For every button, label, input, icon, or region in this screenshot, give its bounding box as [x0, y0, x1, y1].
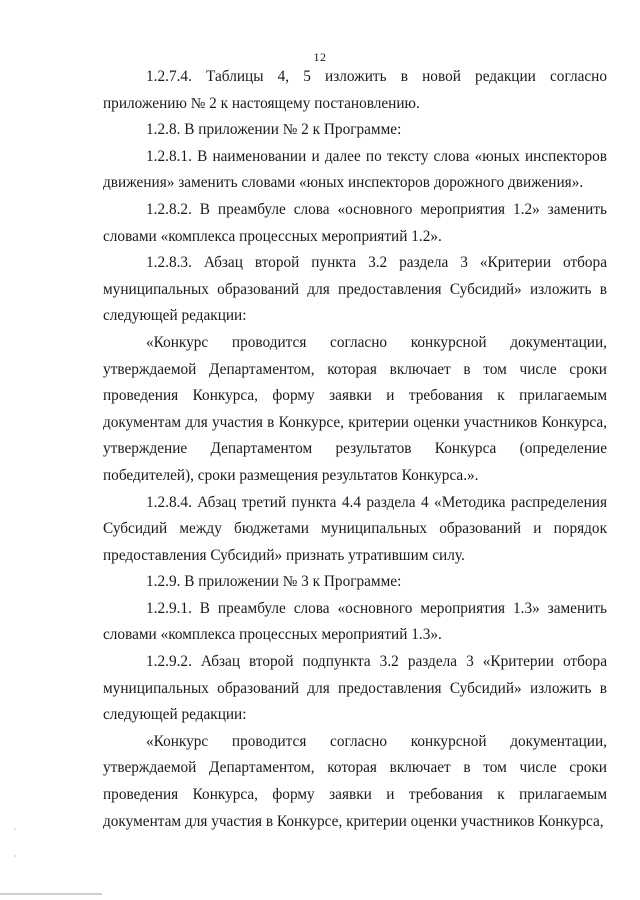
- scan-speck: [14, 855, 16, 857]
- paragraph-1-2-8-4: 1.2.8.4. Абзац третий пункта 4.4 раздела 4 «Методика распределения Субсидий между бюджетами муниципальных образований и порядок предоставления Субсидий» признать утратившим силу.: [103, 493, 607, 564]
- paragraph-1-2-8: 1.2.8. В приложении № 2 к Программе:: [146, 121, 402, 139]
- scan-speck: [14, 828, 16, 830]
- paragraph-1-2-8-1: 1.2.8.1. В наименовании и далее по тексту слова «юных инспекторов движения» заменить словами «юных инспекторов дорожного движения».: [103, 147, 607, 192]
- page-number: 12: [313, 50, 327, 64]
- paragraph-1-2-8-3: 1.2.8.3. Абзац второй пункта 3.2 раздела 3 «Критерии отбора муниципальных образований для предоставления Субсидий» изложить в следующей редакции:: [103, 254, 607, 325]
- paragraph-1-2-8-2: 1.2.8.2. В преамбуле слова «основного мероприятия 1.2» заменить словами «комплекса процессных мероприятий 1.2».: [103, 200, 607, 245]
- quoted-paragraph-contest-1: «Конкурс проводится согласно конкурсной документации, утверждаемой Департаментом, которая включает в том числе сроки проведения Конкурса, форму заявки и требования к прилагаемым документам для участия в Конкурсе, критерии оценки участников Конкурса, утверждение Департаментом результатов Конкурса (определение победителей), сроки размещения результатов Конкурса.».: [103, 333, 607, 484]
- scan-edge-line: [0, 893, 102, 895]
- paragraph-1-2-7-4: 1.2.7.4. Таблицы 4, 5 изложить в новой редакции согласно приложению № 2 к настоящему постановлению.: [103, 68, 607, 112]
- quoted-paragraph-contest-2: «Конкурс проводится согласно конкурсной документации, утверждаемой Департаментом, которая включает в том числе сроки проведения Конкурса, форму заявки и требования к прилагаемым документам для участия в Конкурсе, критерии оценки участников Конкурса,: [103, 732, 607, 830]
- paragraph-1-2-9: 1.2.9. В приложении № 3 к Программе:: [146, 573, 402, 591]
- paragraph-1-2-9-2: 1.2.9.2. Абзац второй подпункта 3.2 раздела 3 «Критерии отбора муниципальных образований для предоставления Субсидий» изложить в следующей редакции:: [103, 653, 607, 724]
- paragraph-1-2-9-1: 1.2.9.1. В преамбуле слова «основного мероприятия 1.3» заменить словами «комплекса процессных мероприятий 1.3».: [103, 599, 607, 644]
- document-body: [103, 64, 607, 835]
